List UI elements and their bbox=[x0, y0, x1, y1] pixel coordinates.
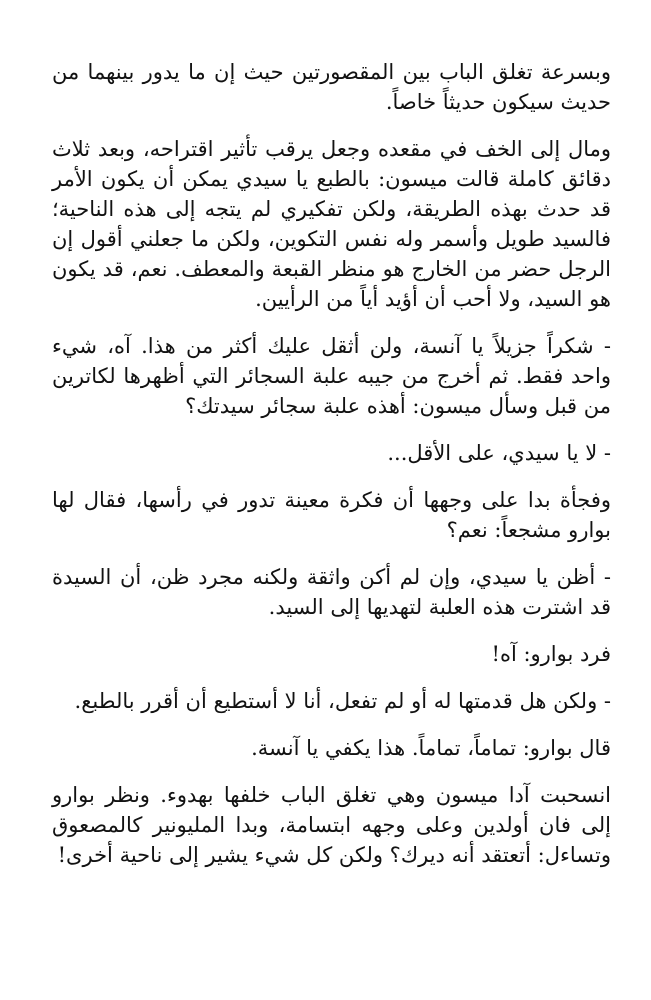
paragraph-10: انسحبت آدا ميسون وهي تغلق الباب خلفها بهدوء. ونظر بوارو إلى فان أولدين وعلى وجهه ابتسامة، وبدا المليونير كالمصعوق وتساءل: أتعتقد أنه ديرك؟ ولكن كل شيء يشير إلى ناحية أخرى! bbox=[52, 783, 611, 867]
paragraph-2: ومال إلى الخف في مقعده وجعل يرقب تأثير اقتراحه، وبعد ثلاث دقائق كاملة قالت ميسون: بالطبع يا سيدي يمكن أن يكون الأمر قد حدث بهذه الطريقة، ولكن تفكيري لم يتجه إلى هذه الناحية؛ فالسيد طويل وأسمر وله نفس التكوين، ولكن ما جعلني أقول إن الرجل حضر من الخارج هو منظر القبعة والمعطف. نعم، قد يكون هو السيد، ولا أحب أن أؤيد أياً من الرأيين. bbox=[52, 137, 611, 311]
paragraph-9: قال بوارو: تماماً، تماماً. هذا يكفي يا آنسة. bbox=[251, 736, 611, 760]
paragraph-4: - لا يا سيدي، على الأقل... bbox=[387, 441, 611, 465]
paragraph-6: - أظن يا سيدي، وإن لم أكن واثقة ولكنه مجرد ظن، أن السيدة قد اشترت هذه العلبة لتهديها إلى السيد. bbox=[52, 565, 611, 619]
paragraph-3: - شكراً جزيلاً يا آنسة، ولن أثقل عليك أكثر من هذا. آه، شيء واحد فقط. ثم أخرج من جيبه علبة السجائر التي أظهرها لكاترين من قبل وسأل ميسون: أهذه علبة سجائر سيدتك؟ bbox=[52, 334, 611, 418]
paragraph-7: فرد بوارو: آه! bbox=[491, 642, 611, 666]
paragraph-8: - ولكن هل قدمتها له أو لم تفعل، أنا لا أستطيع أن أقرر بالطبع. bbox=[74, 689, 611, 713]
paragraph-1: وبسرعة تغلق الباب بين المقصورتين حيث إن ما يدور بينهما من حديث سيكون حديثاً خاصاً. bbox=[52, 60, 611, 114]
paragraph-5: وفجأة بدا على وجهها أن فكرة معينة تدور في رأسها، فقال لها بوارو مشجعاً: نعم؟ bbox=[52, 488, 611, 542]
